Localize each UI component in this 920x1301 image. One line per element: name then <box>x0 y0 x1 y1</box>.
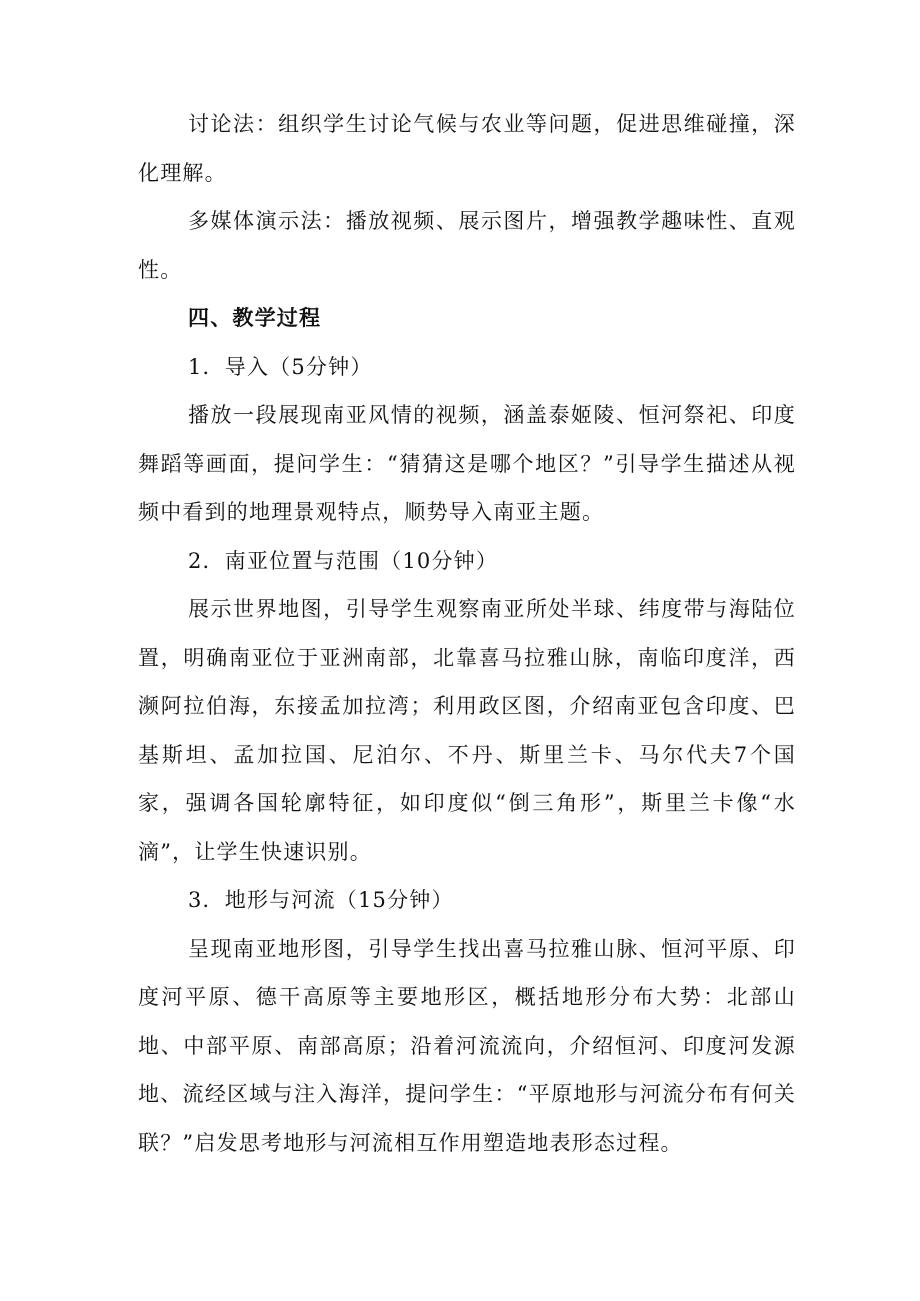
paragraph-multimedia-method: 多媒体演示法：播放视频、展示图片，增强教学趣味性、直观性。 <box>138 209 796 282</box>
subheading-terrain-rivers: 3．地形与河流（15分钟） <box>188 888 454 912</box>
paragraph-location-range: 展示世界地图，引导学生观察南亚所处半球、纬度带与海陆位置，明确南亚位于亚洲南部，北靠喜马拉雅山脉，南临印度洋，西濒阿拉伯海，东接孟加拉湾；利用政区图，介绍南亚包含印度、巴基斯坦、孟加拉国、尼泊尔、不丹、斯里兰卡、马尔代夫7个国家，强调各国轮廓特征，如印度似“倒三角形”，斯里兰卡像“水滴”，让学生快速识别。 <box>138 597 796 864</box>
paragraph-discussion-method: 讨论法：组织学生讨论气候与农业等问题，促进思维碰撞，深化理解。 <box>138 112 796 185</box>
paragraph-introduction: 播放一段展现南亚风情的视频，涵盖泰姬陵、恒河祭祀、印度舞蹈等画面，提问学生：“猜猜这是哪个地区？”引导学生描述从视频中看到的地理景观特点，顺势导入南亚主题。 <box>138 403 796 524</box>
paragraph-terrain-rivers: 呈现南亚地形图，引导学生找出喜马拉雅山脉、恒河平原、印度河平原、德干高原等主要地形区，概括地形分布大势：北部山地、中部平原、南部高原；沿着河流流向，介绍恒河、印度河发源地、流经区域与注入海洋，提问学生：“平原地形与河流分布有何关联？”启发思考地形与河流相互作用塑造地表形态过程。 <box>138 936 796 1155</box>
subheading-introduction: 1．导入（5分钟） <box>188 354 373 379</box>
subheading-location-range: 2．南亚位置与范围（10分钟） <box>188 548 499 573</box>
section-heading-teaching-process: 四、教学过程 <box>188 305 322 330</box>
